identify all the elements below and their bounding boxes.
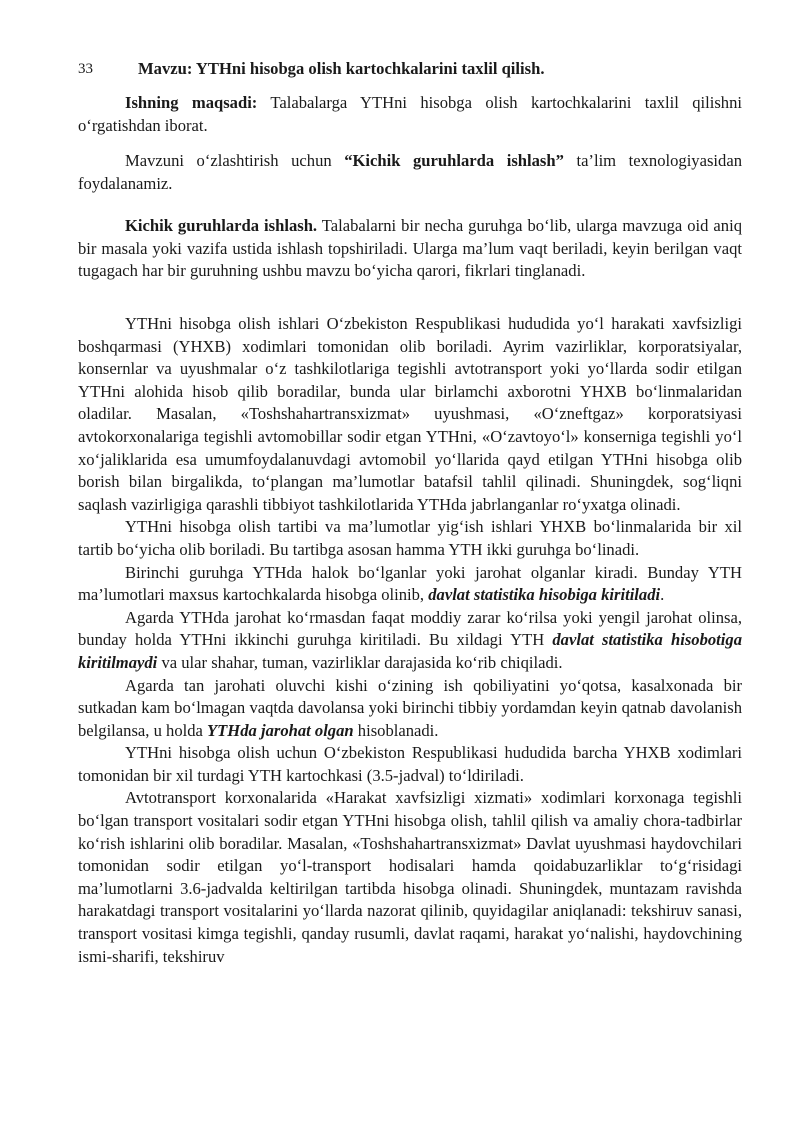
body-text bbox=[78, 313, 742, 968]
goal-section bbox=[78, 92, 742, 137]
small-groups-text: Talabalarni bir necha guruhga bo‘lib, ularga mavzuga oid aniq bir masala yoki vazifa ustida ishlash topshiriladi. Ularga ma’lum vaqt beriladi, keyin berilgan vaqt tugagach har bir guruhning ushbu mavzu bo‘yicha qarori, fikrlari tinglanadi. bbox=[78, 216, 742, 281]
paragraph-text: . bbox=[660, 585, 665, 605]
small-groups-section bbox=[78, 215, 742, 283]
paragraph: Avtotransport korxonalarida «Harakat xavfsizligi xizmati» xodimlari korxonaga tegishli bo‘lgan transport vositalari sodir etgan YTHni hisobga olish, tahlil qilish va amaliy chora-tadbirlar ko‘rish ishlarini olib boradilar. Masalan, «Toshshahartransxizmat» Davlat uyushmasi haydovchilari tomonidan sodir etilgan yo‘l-transport hodisalari hamda qoidabuzarliklar to‘g‘risidagi ma’lumotlarni 3.6-jadvalda keltirilgan tartibda hisobga olinadi. Shuningdek, muntazam ravishda harakatdagi transport vositalarini yo‘llarda nazorat qilinib, quyidagilar aniqlanadi: tekshiruv sanasi, transport vositasi kimga tegishli, qanday rusumli, davlat raqami, harakat yo‘nalishi, haydovchining ismi-sharifi, tekshiruv bbox=[78, 788, 742, 966]
paragraph bbox=[78, 607, 742, 675]
paragraph-text: va ular shahar, tuman, vazirliklar darajasida ko‘rib chiqiladi. bbox=[157, 652, 563, 672]
paragraph-text: Birinchi guruhga YTHda halok bo‘lganlar yoki jarohat olganlar kiradi. Bunday YTH ma’lumotlari maxsus kartochkalarda hisobga olinib, bbox=[78, 562, 742, 605]
paragraph-text: hisoblanadi. bbox=[353, 720, 439, 740]
paragraph bbox=[78, 562, 742, 607]
paragraph: YTHni hisobga olish uchun O‘zbekiston Respublikasi hududida barcha YHXB xodimlari tomonidan bir xil turdagi YTH kartochkasi (3.5-jadval) to‘ldiriladi. bbox=[78, 743, 742, 785]
paragraph: YTHni hisobga olish tartibi va ma’lumotlar yig‘ish ishlari YHXB bo‘linmalarida bir xil tartib bo‘yicha olib boriladi. Bu tartibga asosan hamma YTH ikki guruhga bo‘linadi. bbox=[78, 517, 742, 559]
method-name: “Kichik guruhlarda ishlash” bbox=[344, 151, 564, 170]
small-groups-label: Kichik guruhlarda ishlash. bbox=[125, 216, 318, 235]
emphasis: davlat statistika hisobotiga kiritilmaydi bbox=[78, 630, 742, 672]
page-number: 33 bbox=[78, 61, 93, 77]
method-text-before: Mavzuni o‘zlashtirish uchun bbox=[125, 151, 345, 170]
emphasis: YTHda jarohat olgan bbox=[207, 720, 354, 740]
emphasis: davlat statistika hisobiga kiritiladi bbox=[428, 585, 661, 605]
paragraph-text: Agarda YTHda jarohat ko‘rmasdan faqat moddiy zarar ko‘rilsa yoki yengil jarohat olinsa, bunday holda YTHni ikkinchi guruhga kiritiladi. Bu xildagi YTH bbox=[78, 607, 742, 650]
goal-text: Talabalarga YTHni hisobga olish kartochkalarini taxlil qilishni o‘rgatishdan iborat. bbox=[78, 93, 743, 135]
paragraph-text: Agarda tan jarohati oluvchi kishi o‘zining ish qobiliyatini yo‘qotsa, kasalxonada bir sutkadan kam bo‘lmagan vaqtda davolansa yoki birinchi tibbiy yordamdan keyin qatnab davolanish belgilansa, u holda bbox=[78, 675, 742, 740]
method-text-after: ta’lim texnologiyasidan foydalanamiz. bbox=[78, 151, 743, 193]
paragraph: YTHni hisobga olish ishlari O‘zbekiston Respublikasi hududida yo‘l harakati xavfsizligi boshqarmasi (YHXB) xodimlari tomonidan olib boriladi. Ayrim vazirliklar, korporatsiyalar, konsernlar va uyushmalar o‘z tashkilotlariga tegishli avtotransport yoki yo‘llarda sodir etilgan YTHni alohida hisob qilib boradilar, bunda ular birlamchi axborotni YHXB bo‘linmalaridan oladilar. Masalan, «Toshshahartransxizmat» uyushmasi, «O‘zneftgaz» korporatsiyasi avtokorxonalariga tegishli avtomobillar sodir etgan YTHni, «O‘zavtoyo‘l» konserniga tegishli yo‘l xo‘jaliklarida esa umumfoydalanuvdagi avtomobil yo‘llarida qayd etilgan YTHni hisobga olib borish bilan birgalikda, to‘plangan ma’lumotlar batafsil tahlil qilinadi. Shuningdek, sog‘liqni saqlash vazirligiga qarashli tibbiyot tashkilotlarida YTHda jabrlanganlar ro‘yxatga olinadi. bbox=[78, 314, 742, 514]
method-section bbox=[78, 150, 742, 195]
page-title: Mavzu: YTHni hisobga olish kartochkalarini taxlil qilish. bbox=[138, 59, 545, 78]
paragraph bbox=[78, 675, 742, 743]
goal-label: Ishning maqsadi: bbox=[125, 93, 258, 112]
